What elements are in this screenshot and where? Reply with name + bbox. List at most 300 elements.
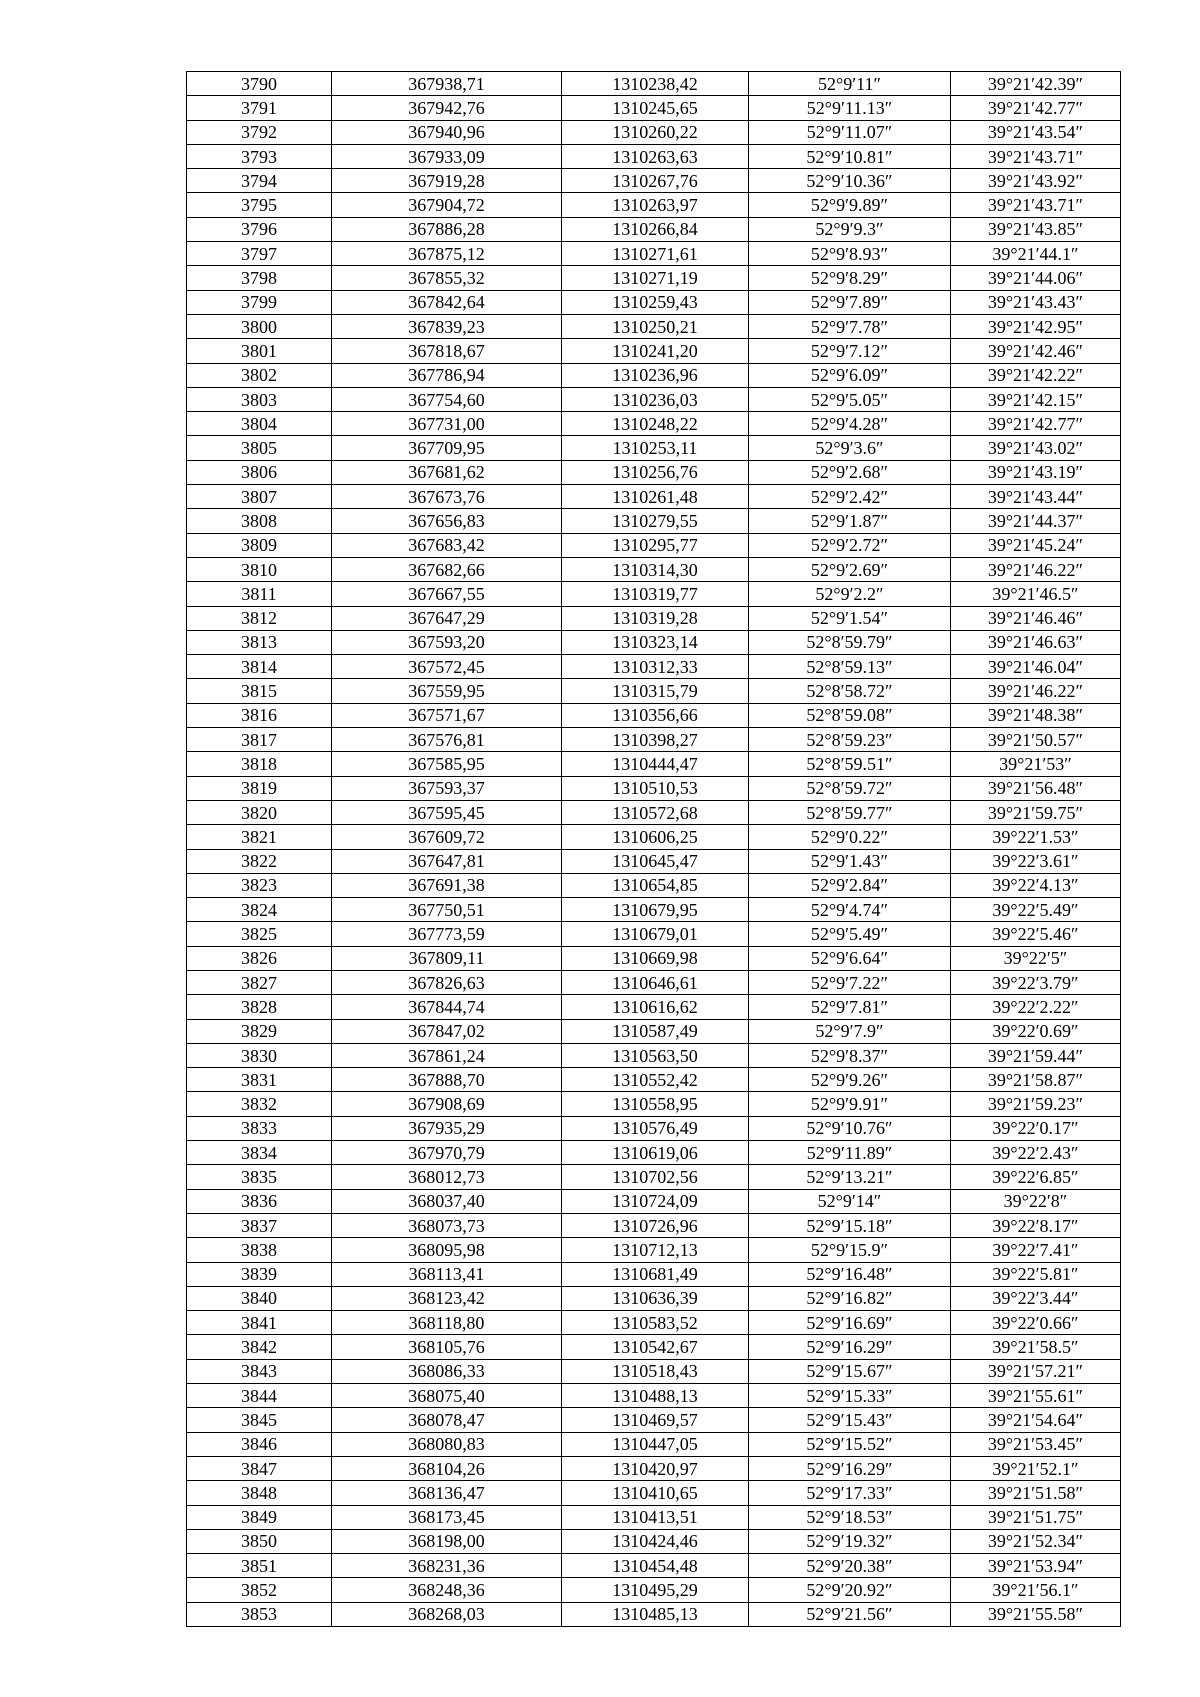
x-coordinate-cell: 367576,81 [332, 728, 562, 752]
y-coordinate-cell: 1310679,01 [562, 922, 749, 946]
latitude-cell: 52°9′9.3″ [749, 217, 951, 241]
latitude-cell: 52°8′59.77″ [749, 800, 951, 824]
table-row [187, 849, 1121, 873]
table-row [187, 1408, 1121, 1432]
point-number-cell: 3844 [187, 1384, 332, 1408]
y-coordinate-cell: 1310518,43 [562, 1359, 749, 1383]
x-coordinate-cell: 367919,28 [332, 169, 562, 193]
y-coordinate-cell: 1310454,48 [562, 1554, 749, 1578]
point-number-cell: 3825 [187, 922, 332, 946]
latitude-cell: 52°9′7.89″ [749, 290, 951, 314]
y-coordinate-cell: 1310495,29 [562, 1578, 749, 1602]
x-coordinate-cell: 368231,36 [332, 1554, 562, 1578]
longitude-cell: 39°21′42.22″ [951, 363, 1121, 387]
table-row [187, 800, 1121, 824]
longitude-cell: 39°21′59.75″ [951, 800, 1121, 824]
x-coordinate-cell: 367656,83 [332, 509, 562, 533]
x-coordinate-cell: 367942,76 [332, 96, 562, 120]
longitude-cell: 39°21′43.19″ [951, 460, 1121, 484]
point-number-cell: 3824 [187, 898, 332, 922]
x-coordinate-cell: 367750,51 [332, 898, 562, 922]
table-row [187, 679, 1121, 703]
point-number-cell: 3803 [187, 387, 332, 411]
longitude-cell: 39°21′43.54″ [951, 120, 1121, 144]
x-coordinate-cell: 368105,76 [332, 1335, 562, 1359]
latitude-cell: 52°9′7.78″ [749, 314, 951, 338]
longitude-cell: 39°22′5.81″ [951, 1262, 1121, 1286]
y-coordinate-cell: 1310253,11 [562, 436, 749, 460]
table-row [187, 873, 1121, 897]
longitude-cell: 39°22′3.44″ [951, 1286, 1121, 1310]
table-row [187, 1286, 1121, 1310]
x-coordinate-cell: 368086,33 [332, 1359, 562, 1383]
longitude-cell: 39°22′3.61″ [951, 849, 1121, 873]
y-coordinate-cell: 1310587,49 [562, 1019, 749, 1043]
latitude-cell: 52°9′16.69″ [749, 1311, 951, 1335]
coordinates-table [186, 71, 1121, 1627]
longitude-cell: 39°22′4.13″ [951, 873, 1121, 897]
table-row [187, 387, 1121, 411]
y-coordinate-cell: 1310260,22 [562, 120, 749, 144]
x-coordinate-cell: 367673,76 [332, 485, 562, 509]
longitude-cell: 39°21′42.77″ [951, 412, 1121, 436]
x-coordinate-cell: 367818,67 [332, 339, 562, 363]
point-number-cell: 3801 [187, 339, 332, 363]
table-row [187, 1335, 1121, 1359]
x-coordinate-cell: 367593,20 [332, 630, 562, 654]
longitude-cell: 39°21′55.61″ [951, 1384, 1121, 1408]
point-number-cell: 3853 [187, 1602, 332, 1626]
table-row [187, 96, 1121, 120]
longitude-cell: 39°21′46.5″ [951, 582, 1121, 606]
y-coordinate-cell: 1310616,62 [562, 995, 749, 1019]
longitude-cell: 39°21′55.58″ [951, 1602, 1121, 1626]
point-number-cell: 3811 [187, 582, 332, 606]
y-coordinate-cell: 1310315,79 [562, 679, 749, 703]
point-number-cell: 3816 [187, 703, 332, 727]
point-number-cell: 3815 [187, 679, 332, 703]
table-row [187, 752, 1121, 776]
table-row [187, 1213, 1121, 1237]
x-coordinate-cell: 367842,64 [332, 290, 562, 314]
longitude-cell: 39°21′46.46″ [951, 606, 1121, 630]
table-row [187, 290, 1121, 314]
point-number-cell: 3812 [187, 606, 332, 630]
longitude-cell: 39°21′51.75″ [951, 1505, 1121, 1529]
y-coordinate-cell: 1310636,39 [562, 1286, 749, 1310]
y-coordinate-cell: 1310271,61 [562, 242, 749, 266]
latitude-cell: 52°9′9.26″ [749, 1068, 951, 1092]
point-number-cell: 3793 [187, 144, 332, 168]
latitude-cell: 52°9′11.89″ [749, 1141, 951, 1165]
longitude-cell: 39°21′43.02″ [951, 436, 1121, 460]
latitude-cell: 52°9′3.6″ [749, 436, 951, 460]
longitude-cell: 39°21′52.34″ [951, 1529, 1121, 1553]
x-coordinate-cell: 368080,83 [332, 1432, 562, 1456]
longitude-cell: 39°21′51.58″ [951, 1481, 1121, 1505]
latitude-cell: 52°9′10.81″ [749, 144, 951, 168]
point-number-cell: 3805 [187, 436, 332, 460]
point-number-cell: 3791 [187, 96, 332, 120]
y-coordinate-cell: 1310410,65 [562, 1481, 749, 1505]
table-row [187, 242, 1121, 266]
point-number-cell: 3845 [187, 1408, 332, 1432]
latitude-cell: 52°9′1.54″ [749, 606, 951, 630]
x-coordinate-cell: 368198,00 [332, 1529, 562, 1553]
x-coordinate-cell: 368113,41 [332, 1262, 562, 1286]
y-coordinate-cell: 1310420,97 [562, 1456, 749, 1480]
x-coordinate-cell: 367855,32 [332, 266, 562, 290]
point-number-cell: 3818 [187, 752, 332, 776]
x-coordinate-cell: 368012,73 [332, 1165, 562, 1189]
table-row [187, 606, 1121, 630]
longitude-cell: 39°22′0.69″ [951, 1019, 1121, 1043]
latitude-cell: 52°9′2.2″ [749, 582, 951, 606]
x-coordinate-cell: 368248,36 [332, 1578, 562, 1602]
table-row [187, 1068, 1121, 1092]
x-coordinate-cell: 368173,45 [332, 1505, 562, 1529]
point-number-cell: 3810 [187, 557, 332, 581]
table-row [187, 193, 1121, 217]
longitude-cell: 39°21′46.04″ [951, 655, 1121, 679]
table-row [187, 1019, 1121, 1043]
longitude-cell: 39°21′57.21″ [951, 1359, 1121, 1383]
latitude-cell: 52°9′15.33″ [749, 1384, 951, 1408]
longitude-cell: 39°21′44.37″ [951, 509, 1121, 533]
x-coordinate-cell: 367861,24 [332, 1043, 562, 1067]
x-coordinate-cell: 368136,47 [332, 1481, 562, 1505]
point-number-cell: 3821 [187, 825, 332, 849]
longitude-cell: 39°21′44.1″ [951, 242, 1121, 266]
y-coordinate-cell: 1310572,68 [562, 800, 749, 824]
point-number-cell: 3809 [187, 533, 332, 557]
longitude-cell: 39°22′1.53″ [951, 825, 1121, 849]
point-number-cell: 3807 [187, 485, 332, 509]
y-coordinate-cell: 1310606,25 [562, 825, 749, 849]
x-coordinate-cell: 368073,73 [332, 1213, 562, 1237]
longitude-cell: 39°21′54.64″ [951, 1408, 1121, 1432]
y-coordinate-cell: 1310398,27 [562, 728, 749, 752]
y-coordinate-cell: 1310681,49 [562, 1262, 749, 1286]
y-coordinate-cell: 1310712,13 [562, 1238, 749, 1262]
x-coordinate-cell: 367709,95 [332, 436, 562, 460]
latitude-cell: 52°8′59.08″ [749, 703, 951, 727]
point-number-cell: 3798 [187, 266, 332, 290]
point-number-cell: 3843 [187, 1359, 332, 1383]
y-coordinate-cell: 1310279,55 [562, 509, 749, 533]
table-row [187, 557, 1121, 581]
y-coordinate-cell: 1310263,63 [562, 144, 749, 168]
y-coordinate-cell: 1310724,09 [562, 1189, 749, 1213]
latitude-cell: 52°9′15.52″ [749, 1432, 951, 1456]
longitude-cell: 39°22′0.17″ [951, 1116, 1121, 1140]
longitude-cell: 39°21′56.1″ [951, 1578, 1121, 1602]
y-coordinate-cell: 1310356,66 [562, 703, 749, 727]
x-coordinate-cell: 368268,03 [332, 1602, 562, 1626]
longitude-cell: 39°21′42.46″ [951, 339, 1121, 363]
y-coordinate-cell: 1310267,76 [562, 169, 749, 193]
table-row [187, 655, 1121, 679]
x-coordinate-cell: 367667,55 [332, 582, 562, 606]
point-number-cell: 3832 [187, 1092, 332, 1116]
longitude-cell: 39°21′59.23″ [951, 1092, 1121, 1116]
y-coordinate-cell: 1310261,48 [562, 485, 749, 509]
latitude-cell: 52°9′16.48″ [749, 1262, 951, 1286]
y-coordinate-cell: 1310619,06 [562, 1141, 749, 1165]
y-coordinate-cell: 1310413,51 [562, 1505, 749, 1529]
y-coordinate-cell: 1310485,13 [562, 1602, 749, 1626]
x-coordinate-cell: 367875,12 [332, 242, 562, 266]
latitude-cell: 52°8′59.13″ [749, 655, 951, 679]
y-coordinate-cell: 1310263,97 [562, 193, 749, 217]
y-coordinate-cell: 1310323,14 [562, 630, 749, 654]
latitude-cell: 52°9′9.91″ [749, 1092, 951, 1116]
x-coordinate-cell: 368095,98 [332, 1238, 562, 1262]
latitude-cell: 52°9′7.12″ [749, 339, 951, 363]
point-number-cell: 3799 [187, 290, 332, 314]
y-coordinate-cell: 1310726,96 [562, 1213, 749, 1237]
longitude-cell: 39°21′43.44″ [951, 485, 1121, 509]
x-coordinate-cell: 368104,26 [332, 1456, 562, 1480]
x-coordinate-cell: 367559,95 [332, 679, 562, 703]
x-coordinate-cell: 367933,09 [332, 144, 562, 168]
latitude-cell: 52°9′15.43″ [749, 1408, 951, 1432]
table-row [187, 630, 1121, 654]
longitude-cell: 39°21′42.15″ [951, 387, 1121, 411]
latitude-cell: 52°9′13.21″ [749, 1165, 951, 1189]
x-coordinate-cell: 367773,59 [332, 922, 562, 946]
longitude-cell: 39°21′43.85″ [951, 217, 1121, 241]
latitude-cell: 52°9′7.81″ [749, 995, 951, 1019]
latitude-cell: 52°9′1.43″ [749, 849, 951, 873]
point-number-cell: 3828 [187, 995, 332, 1019]
longitude-cell: 39°22′2.43″ [951, 1141, 1121, 1165]
table-row [187, 825, 1121, 849]
x-coordinate-cell: 367908,69 [332, 1092, 562, 1116]
x-coordinate-cell: 368075,40 [332, 1384, 562, 1408]
x-coordinate-cell: 367571,67 [332, 703, 562, 727]
latitude-cell: 52°9′4.74″ [749, 898, 951, 922]
x-coordinate-cell: 367809,11 [332, 946, 562, 970]
x-coordinate-cell: 368123,42 [332, 1286, 562, 1310]
point-number-cell: 3797 [187, 242, 332, 266]
y-coordinate-cell: 1310312,33 [562, 655, 749, 679]
latitude-cell: 52°8′59.72″ [749, 776, 951, 800]
latitude-cell: 52°9′15.9″ [749, 1238, 951, 1262]
table-row [187, 946, 1121, 970]
x-coordinate-cell: 367935,29 [332, 1116, 562, 1140]
longitude-cell: 39°22′3.79″ [951, 970, 1121, 994]
y-coordinate-cell: 1310256,76 [562, 460, 749, 484]
longitude-cell: 39°22′6.85″ [951, 1165, 1121, 1189]
point-number-cell: 3839 [187, 1262, 332, 1286]
y-coordinate-cell: 1310542,67 [562, 1335, 749, 1359]
table-row [187, 1141, 1121, 1165]
point-number-cell: 3808 [187, 509, 332, 533]
latitude-cell: 52°9′2.69″ [749, 557, 951, 581]
point-number-cell: 3849 [187, 1505, 332, 1529]
latitude-cell: 52°9′10.76″ [749, 1116, 951, 1140]
y-coordinate-cell: 1310314,30 [562, 557, 749, 581]
latitude-cell: 52°9′2.42″ [749, 485, 951, 509]
point-number-cell: 3850 [187, 1529, 332, 1553]
latitude-cell: 52°9′18.53″ [749, 1505, 951, 1529]
x-coordinate-cell: 368078,47 [332, 1408, 562, 1432]
table-row [187, 1043, 1121, 1067]
latitude-cell: 52°9′17.33″ [749, 1481, 951, 1505]
longitude-cell: 39°21′43.71″ [951, 193, 1121, 217]
y-coordinate-cell: 1310679,95 [562, 898, 749, 922]
point-number-cell: 3827 [187, 970, 332, 994]
latitude-cell: 52°8′59.23″ [749, 728, 951, 752]
point-number-cell: 3794 [187, 169, 332, 193]
latitude-cell: 52°9′20.38″ [749, 1554, 951, 1578]
x-coordinate-cell: 367682,66 [332, 557, 562, 581]
table-row [187, 266, 1121, 290]
point-number-cell: 3819 [187, 776, 332, 800]
latitude-cell: 52°9′7.9″ [749, 1019, 951, 1043]
point-number-cell: 3830 [187, 1043, 332, 1067]
point-number-cell: 3817 [187, 728, 332, 752]
latitude-cell: 52°9′6.09″ [749, 363, 951, 387]
longitude-cell: 39°21′50.57″ [951, 728, 1121, 752]
latitude-cell: 52°9′2.84″ [749, 873, 951, 897]
longitude-cell: 39°21′44.06″ [951, 266, 1121, 290]
latitude-cell: 52°9′15.67″ [749, 1359, 951, 1383]
latitude-cell: 52°9′7.22″ [749, 970, 951, 994]
latitude-cell: 52°9′8.29″ [749, 266, 951, 290]
x-coordinate-cell: 367888,70 [332, 1068, 562, 1092]
y-coordinate-cell: 1310469,57 [562, 1408, 749, 1432]
table-row [187, 412, 1121, 436]
table-row [187, 703, 1121, 727]
latitude-cell: 52°9′4.28″ [749, 412, 951, 436]
longitude-cell: 39°21′52.1″ [951, 1456, 1121, 1480]
longitude-cell: 39°21′43.71″ [951, 144, 1121, 168]
x-coordinate-cell: 367593,37 [332, 776, 562, 800]
point-number-cell: 3840 [187, 1286, 332, 1310]
point-number-cell: 3826 [187, 946, 332, 970]
point-number-cell: 3814 [187, 655, 332, 679]
longitude-cell: 39°22′5.49″ [951, 898, 1121, 922]
y-coordinate-cell: 1310583,52 [562, 1311, 749, 1335]
point-number-cell: 3792 [187, 120, 332, 144]
longitude-cell: 39°21′46.63″ [951, 630, 1121, 654]
table-row [187, 1481, 1121, 1505]
x-coordinate-cell: 367647,81 [332, 849, 562, 873]
point-number-cell: 3823 [187, 873, 332, 897]
point-number-cell: 3806 [187, 460, 332, 484]
latitude-cell: 52°8′59.51″ [749, 752, 951, 776]
y-coordinate-cell: 1310259,43 [562, 290, 749, 314]
latitude-cell: 52°8′58.72″ [749, 679, 951, 703]
longitude-cell: 39°21′46.22″ [951, 679, 1121, 703]
longitude-cell: 39°21′53″ [951, 752, 1121, 776]
table-row [187, 460, 1121, 484]
coordinates-table-body [187, 72, 1121, 1627]
longitude-cell: 39°22′2.22″ [951, 995, 1121, 1019]
latitude-cell: 52°9′6.64″ [749, 946, 951, 970]
table-row [187, 1456, 1121, 1480]
x-coordinate-cell: 367683,42 [332, 533, 562, 557]
x-coordinate-cell: 367585,95 [332, 752, 562, 776]
table-row [187, 1092, 1121, 1116]
table-row [187, 1432, 1121, 1456]
point-number-cell: 3836 [187, 1189, 332, 1213]
x-coordinate-cell: 367940,96 [332, 120, 562, 144]
x-coordinate-cell: 367609,72 [332, 825, 562, 849]
x-coordinate-cell: 367595,45 [332, 800, 562, 824]
x-coordinate-cell: 367681,62 [332, 460, 562, 484]
x-coordinate-cell: 368118,80 [332, 1311, 562, 1335]
x-coordinate-cell: 367647,29 [332, 606, 562, 630]
y-coordinate-cell: 1310236,03 [562, 387, 749, 411]
x-coordinate-cell: 367826,63 [332, 970, 562, 994]
table-row [187, 1602, 1121, 1626]
point-number-cell: 3795 [187, 193, 332, 217]
longitude-cell: 39°21′46.22″ [951, 557, 1121, 581]
point-number-cell: 3820 [187, 800, 332, 824]
longitude-cell: 39°21′42.95″ [951, 314, 1121, 338]
table-row [187, 1359, 1121, 1383]
longitude-cell: 39°21′43.92″ [951, 169, 1121, 193]
table-row [187, 120, 1121, 144]
point-number-cell: 3835 [187, 1165, 332, 1189]
longitude-cell: 39°22′8.17″ [951, 1213, 1121, 1237]
point-number-cell: 3822 [187, 849, 332, 873]
longitude-cell: 39°21′58.87″ [951, 1068, 1121, 1092]
table-row [187, 922, 1121, 946]
point-number-cell: 3802 [187, 363, 332, 387]
longitude-cell: 39°22′8″ [951, 1189, 1121, 1213]
longitude-cell: 39°21′53.45″ [951, 1432, 1121, 1456]
point-number-cell: 3847 [187, 1456, 332, 1480]
longitude-cell: 39°22′5″ [951, 946, 1121, 970]
table-row [187, 1529, 1121, 1553]
table-row [187, 72, 1121, 96]
point-number-cell: 3834 [187, 1141, 332, 1165]
y-coordinate-cell: 1310245,65 [562, 96, 749, 120]
x-coordinate-cell: 367844,74 [332, 995, 562, 1019]
table-row [187, 898, 1121, 922]
table-row [187, 509, 1121, 533]
table-row [187, 1554, 1121, 1578]
x-coordinate-cell: 367786,94 [332, 363, 562, 387]
point-number-cell: 3837 [187, 1213, 332, 1237]
latitude-cell: 52°9′10.36″ [749, 169, 951, 193]
point-number-cell: 3838 [187, 1238, 332, 1262]
point-number-cell: 3852 [187, 1578, 332, 1602]
point-number-cell: 3804 [187, 412, 332, 436]
x-coordinate-cell: 367886,28 [332, 217, 562, 241]
latitude-cell: 52°9′14″ [749, 1189, 951, 1213]
longitude-cell: 39°21′53.94″ [951, 1554, 1121, 1578]
x-coordinate-cell: 368037,40 [332, 1189, 562, 1213]
latitude-cell: 52°9′16.82″ [749, 1286, 951, 1310]
y-coordinate-cell: 1310266,84 [562, 217, 749, 241]
y-coordinate-cell: 1310654,85 [562, 873, 749, 897]
table-row [187, 533, 1121, 557]
y-coordinate-cell: 1310488,13 [562, 1384, 749, 1408]
y-coordinate-cell: 1310558,95 [562, 1092, 749, 1116]
x-coordinate-cell: 367754,60 [332, 387, 562, 411]
table-row [187, 1238, 1121, 1262]
point-number-cell: 3790 [187, 72, 332, 96]
latitude-cell: 52°9′15.18″ [749, 1213, 951, 1237]
latitude-cell: 52°9′11″ [749, 72, 951, 96]
y-coordinate-cell: 1310669,98 [562, 946, 749, 970]
table-row [187, 728, 1121, 752]
